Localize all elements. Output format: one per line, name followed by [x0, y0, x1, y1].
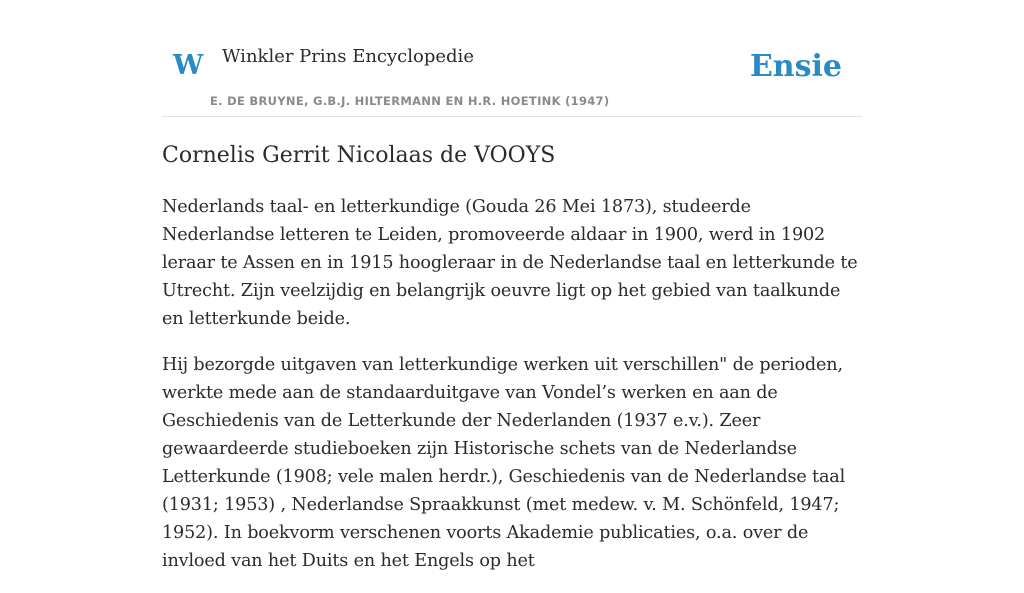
entry-title: Cornelis Gerrit Nicolaas de VOOYS: [162, 143, 556, 168]
header: [162, 0, 862, 117]
article-paragraph: Nederlands taal- en letterkundige (Gouda 26 Mei 1873), studeerde Nederlandse letteren te Leiden, promoveerde aldaar in 1900, werd in 1902 leraar te Assen en in 1915 hoogleraar in de Nederlandse taal en letterkunde te Utrecht. Zijn veelzijdig en belangrijk oeuvre ligt op het gebied van taalkunde en letterkunde beide.: [162, 197, 858, 329]
site-title[interactable]: Winkler Prins Encyclopedie: [222, 46, 474, 67]
article-paragraph: Hij bezorgde uitgaven van letterkundige werken uit verschillen" de perioden, werkte mede aan de standaarduitgave van Vondel’s werken en aan de Geschiedenis van de Letterkunde der Nederlanden (1937 e.v.). Zeer gewaardeerde studieboeken zijn Historische schets van de Nederlandse Letterkunde (1908; vele malen herdr.), Geschiedenis van de Nederlandse taal (1931; 1953) , Nederlandse Spraakkunst (met medew. v. M. Schönfeld, 1947; 1952). In boekvorm verschenen voorts Akademie publicaties, o.a. over de invloed van het Duits en het Engels op het: [162, 355, 846, 571]
ensie-logo[interactable]: Ensie: [749, 49, 842, 84]
page: [162, 0, 862, 593]
authors-line: E. DE BRUYNE, G.B.J. HILTERMANN EN H.R. HOETINK (1947): [210, 94, 610, 108]
article-body: [162, 193, 862, 575]
winkler-prins-logo-icon[interactable]: W: [173, 50, 204, 81]
